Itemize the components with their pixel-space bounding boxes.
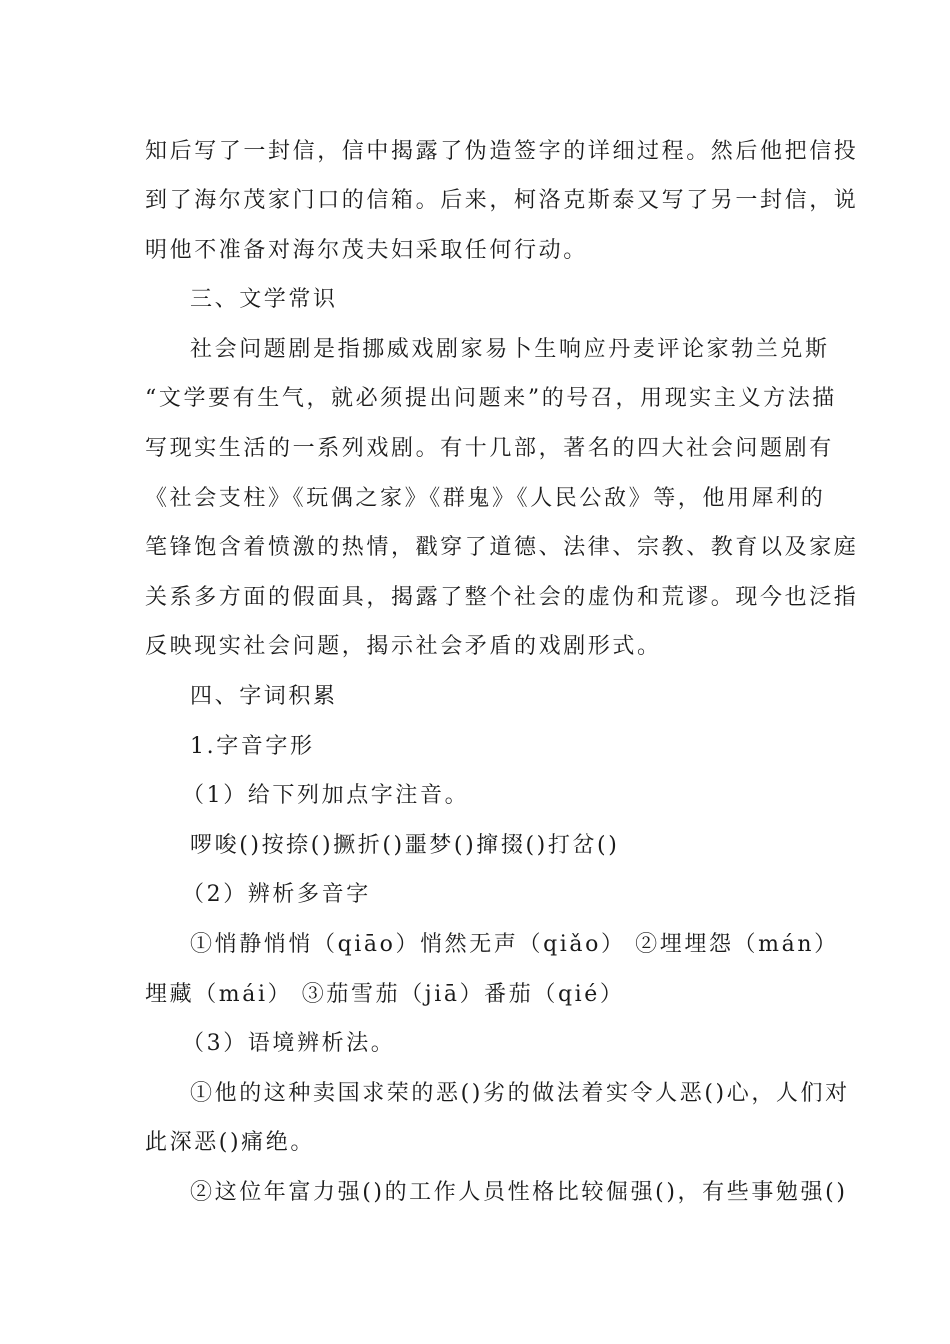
text-line: 社会问题剧是指挪威戏剧家易卜生响应丹麦评论家勃兰兑斯 — [190, 337, 830, 362]
exercise-items: ①悄静悄悄（qiāo）悄然无声（qiǎo） ②埋埋怨（mán） — [190, 932, 839, 957]
exercise-heading: （3）语境辨析法。 — [182, 1031, 396, 1056]
text-line: 明他不准备对海尔茂夫妇采取任何行动。 — [145, 238, 588, 263]
text-line: 反映现实社会问题，揭示社会矛盾的戏剧形式。 — [145, 634, 662, 659]
exercise-heading: （1）给下列加点字注音。 — [182, 783, 470, 808]
exercise-items: ②这位年富力强()的工作人员性格比较倔强()，有些事勉强() — [190, 1180, 848, 1205]
exercise-items: 啰唆()按捺()撅折()噩梦()撺掇()打岔() — [190, 833, 620, 858]
text-line: “文学要有生气，就必须提出问题来”的号召，用现实主义方法描 — [145, 386, 837, 411]
exercise-items: ①他的这种卖国求荣的恶()劣的做法着实令人恶()心，人们对 — [190, 1081, 850, 1106]
exercise-heading: （2）辨析多音字 — [182, 882, 371, 907]
exercise-items: 此深恶()痛绝。 — [145, 1130, 315, 1155]
text-line: 《社会支柱》《玩偶之家》《群鬼》《人民公敌》等，他用犀利的 — [145, 486, 826, 511]
text-line: 到了海尔茂家门口的信箱。后来，柯洛克斯泰又写了另一封信，说 — [145, 188, 859, 213]
text-line: 笔锋饱含着愤激的热情，戳穿了道德、法律、宗教、教育以及家庭 — [145, 535, 859, 560]
text-line: 写现实生活的一系列戏剧。有十几部，著名的四大社会问题剧有 — [145, 436, 834, 461]
section-heading-vocabulary: 四、字词积累 — [190, 684, 338, 709]
text-line: 知后写了一封信，信中揭露了伪造签字的详细过程。然后他把信投 — [145, 139, 859, 164]
exercise-items: 埋藏（mái） ③茄雪茄（jiā）番茄（qié） — [145, 982, 625, 1007]
section-heading-literature: 三、文学常识 — [190, 287, 338, 312]
subsection-heading: 1.字音字形 — [190, 734, 315, 759]
text-line: 关系多方面的假面具，揭露了整个社会的虚伪和荒谬。现今也泛指 — [145, 585, 859, 610]
